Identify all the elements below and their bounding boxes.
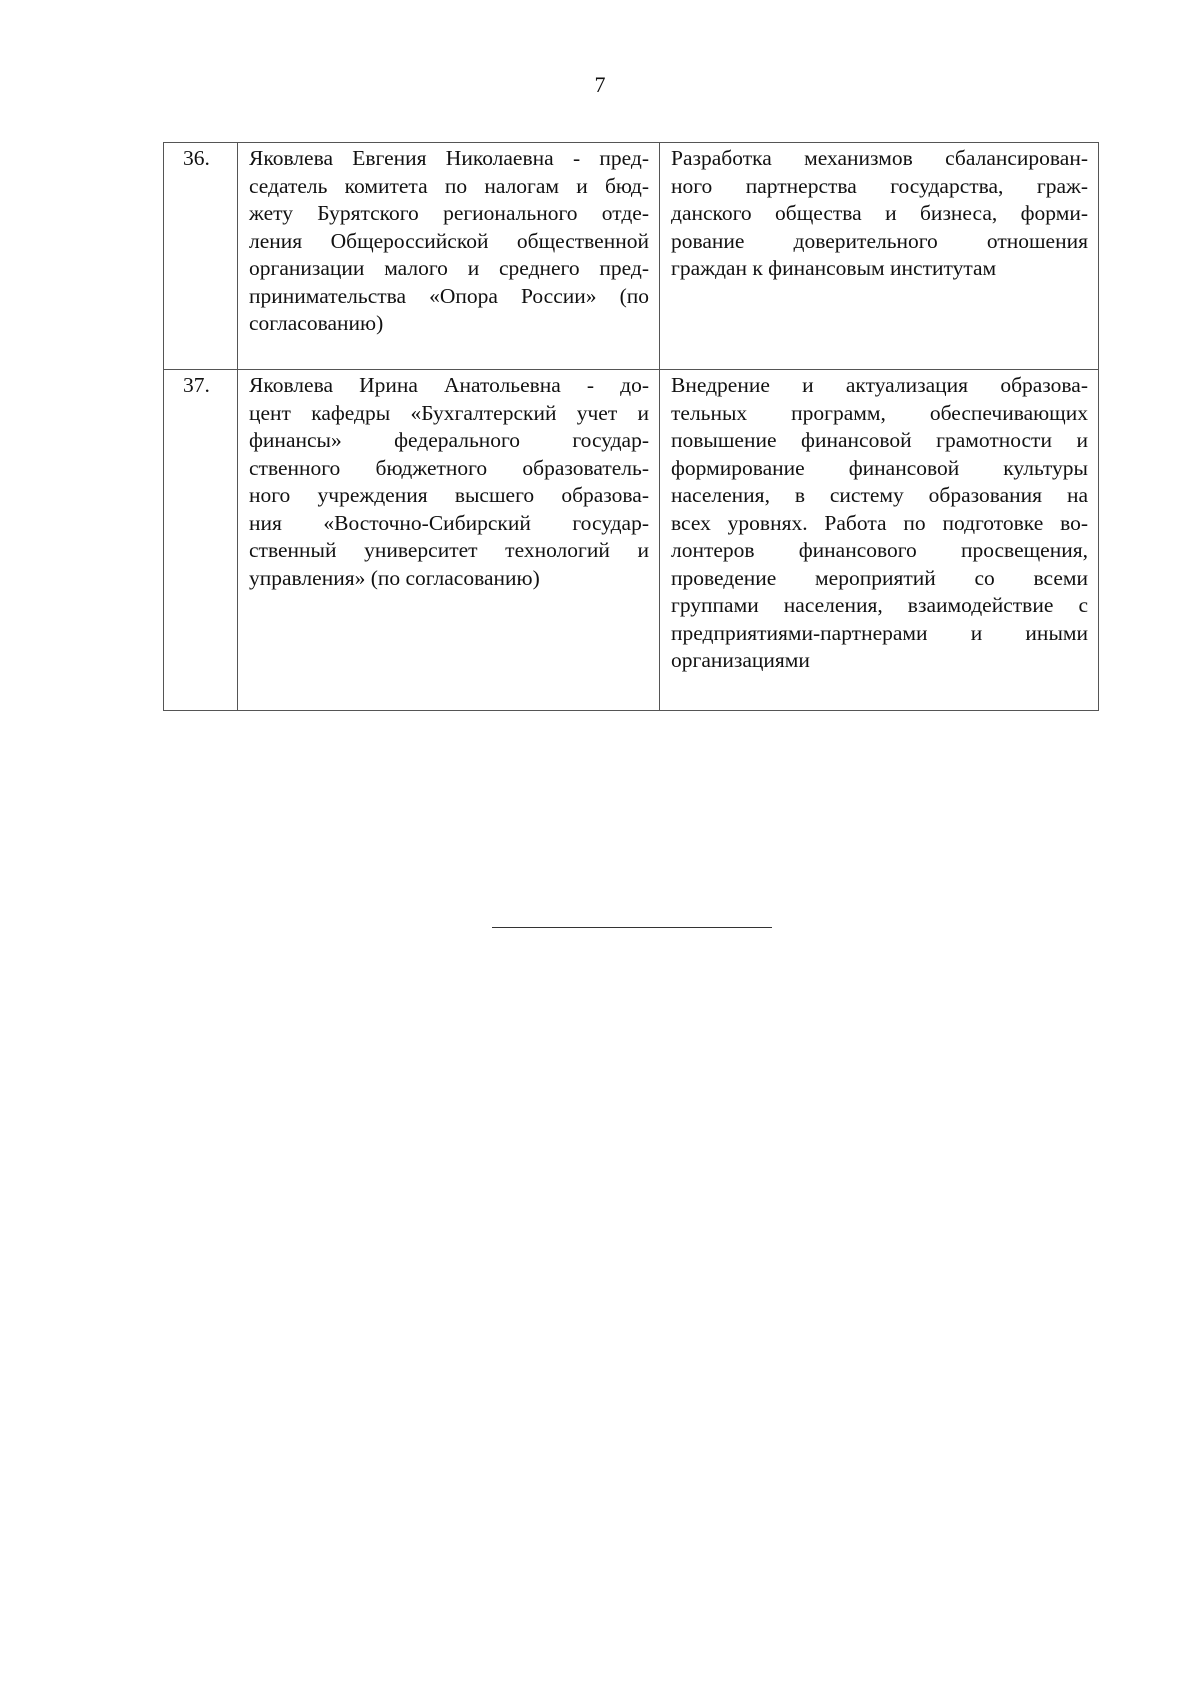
row-number: 37. <box>164 370 238 711</box>
task-line: граждан к финансовым институтам <box>671 256 997 280</box>
name-line: Яковлева Евгения Николаевна - пред- <box>249 146 649 170</box>
name-line: ления Общероссийской общественной <box>249 228 649 253</box>
member-name-cell <box>238 370 660 711</box>
name-line: ного учреждения высшего образова- <box>249 483 649 507</box>
task-line: данского общества и бизнеса, форми- <box>671 201 1088 225</box>
name-line: финансы» федерального государ- <box>249 428 649 452</box>
member-task-cell <box>660 143 1099 370</box>
row-number: 36. <box>164 143 238 370</box>
name-line: ственного бюджетного образователь- <box>249 455 649 480</box>
name-line: принимательства «Опора России» (по <box>249 283 649 308</box>
table-row <box>164 143 1099 370</box>
end-separator-line <box>492 927 772 928</box>
member-name-cell <box>238 143 660 370</box>
page-number: 7 <box>594 72 606 97</box>
table-row <box>164 370 1099 711</box>
task-line: предприятиями-партнерами и иными <box>671 620 1088 645</box>
member-task-cell <box>660 370 1099 711</box>
task-line: формирование финансовой культуры <box>671 455 1088 480</box>
task-line: ного партнерства государства, граж- <box>671 173 1088 198</box>
name-line: седатель комитета по налогам и бюд- <box>249 173 649 198</box>
task-line: группами населения, взаимодействие с <box>671 593 1088 617</box>
name-line: жету Бурятского регионального отде- <box>249 201 649 225</box>
task-line: повышение финансовой грамотности и <box>671 428 1088 452</box>
name-line: согласованию) <box>249 311 384 335</box>
task-line: проведение мероприятий со всеми <box>671 565 1088 590</box>
task-line: лонтеров финансового просвещения, <box>671 538 1088 562</box>
task-line: организациями <box>671 648 810 672</box>
task-line: населения, в систему образования на <box>671 483 1088 507</box>
members-table <box>163 142 1099 711</box>
task-line: Внедрение и актуализация образова- <box>671 373 1088 397</box>
task-line: тельных программ, обеспечивающих <box>671 400 1088 425</box>
name-line: цент кафедры «Бухгалтерский учет и <box>249 400 649 425</box>
name-line: ния «Восточно-Сибирский государ- <box>249 510 649 535</box>
name-line: Яковлева Ирина Анатольевна - до- <box>249 373 649 397</box>
task-line: всех уровнях. Работа по подготовке во- <box>671 510 1088 535</box>
name-line: организации малого и среднего пред- <box>249 256 649 280</box>
name-line: ственный университет технологий и <box>249 538 649 562</box>
task-line: Разработка механизмов сбалансирован- <box>671 146 1088 170</box>
name-line: управления» (по согласованию) <box>249 565 540 590</box>
task-line: рование доверительного отношения <box>671 228 1088 253</box>
